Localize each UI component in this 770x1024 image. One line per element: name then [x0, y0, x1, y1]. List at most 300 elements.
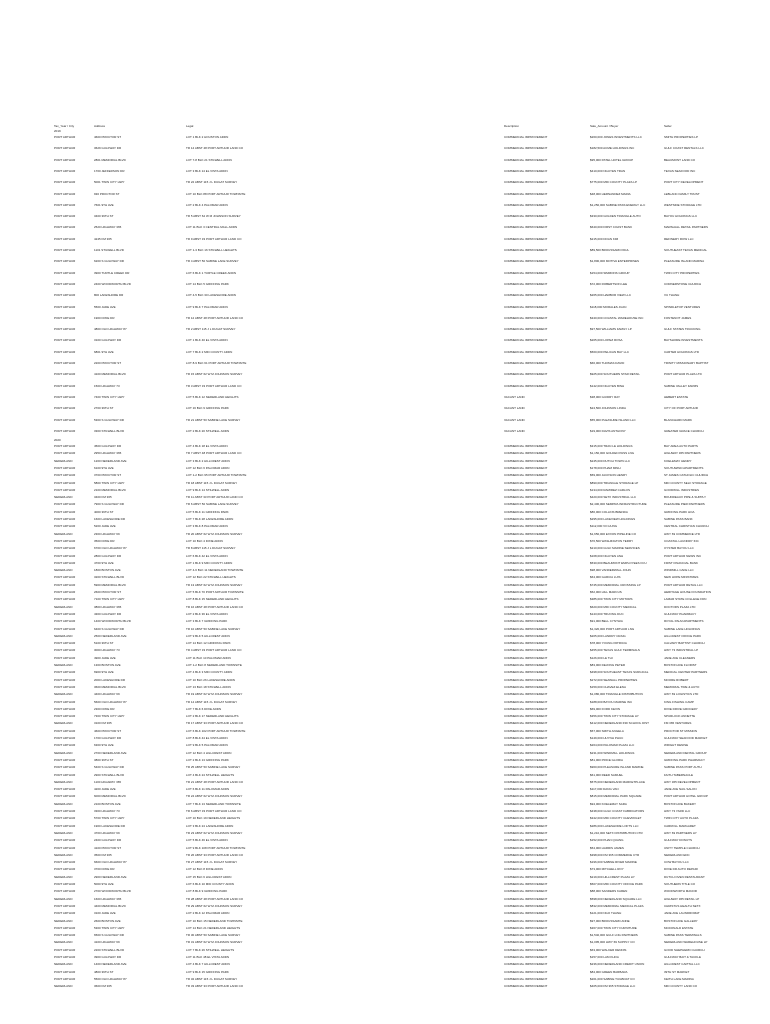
cell-seller: WINDMILL CAFE LLC — [664, 568, 694, 573]
cell-city: PORT ARTHUR — [54, 597, 76, 602]
cell-description: COMMERCIAL IMPROVEMENT — [504, 721, 548, 726]
cell-legal: LOT 3 BLK 14 EL VISTA ADDN — [186, 168, 228, 173]
cell-sale-buyer: $264,000 PALOMAR PLAZA LLC — [590, 743, 635, 748]
cell-seller: SABINE PASS PORT AUTH — [664, 765, 702, 770]
cell-legal: LOT 4 BLK 24 STILWELL HEIGHTS — [186, 772, 235, 777]
cell-sale-buyer: $178,000 PHAM MINH — [590, 465, 621, 470]
cell-seller: MARSHALL RETAIL PARTNERS — [664, 225, 708, 230]
cell-seller: GOODWILL INDUSTRIES — [664, 487, 700, 492]
cell-seller: BOSTON AVE BAKERY — [664, 801, 697, 806]
cell-city: PORT ARTHUR — [54, 168, 76, 173]
cell-sale-buyer: $121,000 NGO THANH — [590, 911, 622, 916]
cell-seller: SOUTHEAST TEXAS MEDICAL — [664, 248, 708, 252]
cell-description: VACANT LAND — [504, 406, 525, 411]
cell-city: PORT ARTHUR — [54, 925, 76, 930]
cell-legal: TR 17 ABST 33 PORT ARTHUR LAND CO — [186, 721, 244, 726]
cell-description: COMMERCIAL IMPROVEMENT — [504, 509, 548, 514]
cell-legal: LOT 12 BLK 6 PALOMAR ADDN — [186, 465, 230, 470]
cell-legal: LOT 6 BLK 1 TURTLE CREEK ADDN — [186, 270, 237, 275]
cell-description: COMMERCIAL IMPROVEMENT — [504, 458, 548, 463]
cell-legal: LOT 4 BLK 18 EL VISTA ADDN — [186, 444, 228, 448]
cell-sale-buyer: $98,000 VANDERWALL JOHN — [590, 568, 631, 573]
cell-description: COMMERCIAL IMPROVEMENT — [504, 969, 548, 974]
table-row — [0, 970, 770, 975]
cell-sale-buyer: $245,000 DUTCH TOWN LLC — [590, 458, 631, 463]
header-seller: Seller — [664, 124, 672, 128]
cell-sale-buyer: $182,500 ACME HOLDINGS INC — [590, 146, 635, 151]
cell-legal: LOT 7 BLK 6 DIXIE ADDN — [186, 706, 222, 711]
cell-seller: DUTCH OVEN RESTAURANT — [664, 874, 705, 879]
cell-seller: NEW HOPE MINISTRIES — [664, 575, 699, 580]
cell-sale-buyer: $236,000 NEDERLAND CREDIT UNION — [590, 962, 645, 967]
cell-seller: MEMORIAL TIRE & AUTO — [664, 684, 700, 689]
cell-legal: LOT 12 BLK 8 DIXIE ADDN — [186, 867, 223, 872]
cell-city: PORT ARTHUR — [54, 225, 76, 230]
cell-description: COMMERCIAL IMPROVEMENT — [504, 553, 548, 558]
cell-legal: LOT 3 BLK 2 HILLCREST ADDN — [186, 458, 230, 463]
cell-seller: OYSTER BAYOU LLC — [664, 546, 694, 551]
cell-sale-buyer: $118,000 MORALES JUAN — [590, 304, 627, 309]
cell-description: COMMERCIAL IMPROVEMENT — [504, 750, 548, 755]
cell-sale-buyer: $1,650,000 EXXON PIPELINE CO — [590, 531, 637, 536]
cell-address: 5800 TWIN CITY HWY — [94, 480, 125, 485]
cell-city: NEDERLAND — [54, 633, 73, 638]
cell-sale-buyer: $94,000 KOELEMAY SARA — [590, 801, 627, 806]
cell-address: 5900 MEMORIAL BLVD — [94, 582, 126, 587]
cell-description: COMMERCIAL IMPROVEMENT — [504, 955, 548, 959]
cell-city: NEDERLAND — [54, 874, 73, 879]
cell-city: PORT ARTHUR — [54, 794, 76, 799]
cell-legal: LOT 11 BLK 10 PALOMAR ADDN — [186, 655, 231, 660]
cell-sale-buyer: $201,000 SABINE TUGBOAT CO — [590, 976, 635, 981]
cell-seller: PORT ARTHUR RETAIL LLC — [664, 582, 703, 587]
cell-city: PORT ARTHUR — [54, 560, 76, 565]
cell-description: COMMERCIAL IMPROVEMENT — [504, 736, 548, 740]
cell-seller: CENTRAL CHRISTIAN CHURCH — [664, 524, 709, 529]
cell-city: PORT ARTHUR — [54, 838, 76, 843]
cell-seller: TRINITY MISSIONARY BAPTIST — [664, 361, 709, 365]
cell-seller: MOORE ROBERT — [664, 677, 689, 682]
table-row — [0, 429, 770, 434]
cell-city: PORT ARTHUR — [54, 677, 76, 682]
cell-legal: TR 6 ABST 50 SABINE LAKE SURVEY — [186, 502, 239, 507]
cell-sale-buyer: $1,150,000 GOLDEN PASS LNG — [590, 451, 635, 456]
cell-address: 5200 JADE AVE — [94, 524, 116, 529]
cell-address: 6200 S GULFWAY DR — [94, 259, 124, 264]
cell-address: 4700 9TH AVE — [94, 560, 114, 565]
cell-description: COMMERCIAL IMPROVEMENT — [504, 191, 548, 196]
cell-seller: JADE AVE CLEANERS — [664, 655, 696, 660]
cell-seller: TWIN CITY AUTO PLAZA — [664, 816, 699, 821]
cell-address: 1700 JEFFERSON DR — [94, 168, 125, 173]
cell-city: PORT ARTHUR — [54, 655, 76, 660]
cell-city: PORT ARTHUR — [54, 428, 76, 433]
cell-description: COMMERCIAL IMPROVEMENT — [504, 568, 548, 573]
cell-address: 5400 S GULFWAY DR — [94, 765, 124, 770]
cell-sale-buyer: $1,080,000 TRIANGLE DISTRIBUTION — [590, 692, 643, 697]
cell-description: COMMERCIAL IMPROVEMENT — [504, 794, 548, 799]
cell-city: PORT ARTHUR — [54, 626, 76, 631]
cell-seller: VU THANH — [664, 293, 680, 298]
cell-sale-buyer: $205,000 LANDRY CRAIG — [590, 633, 626, 638]
cell-description: COMMERCIAL IMPROVEMENT — [504, 765, 548, 770]
cell-legal: TR 6 ABST 33 PORT ARTHUR LAND CO — [186, 809, 242, 813]
cell-address: 2300 HIGHWAY 69 — [94, 531, 120, 536]
table-row — [0, 517, 770, 522]
cell-city: NEDERLAND — [54, 801, 73, 806]
cell-city: PORT ARTHUR — [54, 706, 76, 711]
cell-sale-buyer: $63,000 WALKER DENNIS — [590, 947, 627, 952]
cell-address: 1400 NEDERLAND AVE — [94, 962, 127, 967]
table-row — [0, 384, 770, 389]
cell-city: PORT ARTHUR — [54, 670, 76, 675]
table-row — [0, 926, 770, 931]
cell-address: 4200 JADE AVE — [94, 787, 116, 792]
cell-legal: LOT 7 BLK 2 MID COUNTY ADDN — [186, 349, 233, 354]
cell-address: 6000 MEMORIAL BLVD — [94, 794, 126, 799]
cell-seller: HERITAGE HOUSE FOUNDATION — [664, 590, 712, 594]
table-row — [0, 627, 770, 632]
table-row — [0, 765, 770, 770]
table-row — [0, 282, 770, 287]
table-row — [0, 180, 770, 185]
cell-seller: GULFWAY BAIT & TACKLE — [664, 955, 701, 959]
cell-city: PORT ARTHUR — [54, 611, 76, 616]
cell-sale-buyer: $86,000 COLLINS BRENDA — [590, 509, 628, 514]
cell-description: COMMERCIAL IMPROVEMENT — [504, 619, 548, 624]
table-row — [0, 495, 770, 500]
cell-sale-buyer: $157,000 LAM KHOA — [590, 955, 619, 959]
cell-seller: SMITH PROPERTIES LP — [664, 135, 698, 139]
table-row — [0, 838, 770, 843]
table-row — [0, 418, 770, 423]
cell-legal: LOT 3 BLK 24 LAKESHORE ADDN — [186, 823, 234, 828]
cell-address: 2200 STILWELL BLVD — [94, 947, 125, 952]
cell-city: PORT ARTHUR — [54, 146, 76, 151]
cell-seller: HWY 69 PARTNERS LP — [664, 830, 697, 835]
cell-legal: LOT 7 BLK 28 LAKESHORE ADDN — [186, 517, 234, 521]
cell-legal: LOT 7 BLK 26 STILWELL HEIGHTS — [186, 947, 235, 952]
cell-legal: LOT 5 BLK 46 EL VISTA ADDN — [186, 838, 228, 843]
cell-description: COMMERCIAL IMPROVEMENT — [504, 933, 548, 938]
cell-description: COMMERCIAL IMPROVEMENT — [504, 816, 548, 821]
cell-city: NEDERLAND — [54, 721, 73, 726]
cell-description: VACANT LAND — [504, 394, 525, 399]
cell-description: COMMERCIAL IMPROVEMENT — [504, 604, 548, 609]
cell-sale-buyer: $356,000 TWIN CITY STORAGE LP — [590, 714, 639, 719]
cell-seller: NEDERLAND DENTAL GROUP — [664, 750, 707, 755]
table-row — [0, 875, 770, 880]
cell-legal: TR 7 ABST 48 PORT ARTHUR LAND CO — [186, 451, 242, 456]
cell-legal: TR 29 ABST 62 W M JOHNSON SURVEY — [186, 903, 243, 908]
cell-sale-buyer: $95,000 PATEL HOTEL GROUP — [590, 157, 634, 162]
cell-sale-buyer: $91,000 BELL CYNTHIA — [590, 619, 623, 624]
cell-city: PORT ARTHUR — [54, 517, 76, 521]
cell-address: 2950 HIGHWAY 365 — [94, 451, 122, 456]
cell-sale-buyer: $1,800,000 MOTIVA ENTERPRISES — [590, 259, 639, 264]
table-row — [0, 933, 770, 938]
table-row — [0, 488, 770, 493]
table-row — [0, 685, 770, 690]
cell-legal: TR 19 ABST 62 W M JOHNSON SURVEY — [186, 692, 243, 697]
cell-legal: LOT 4 BLK 7 HILLCREST ADDN — [186, 962, 230, 967]
table-row — [0, 743, 770, 748]
cell-address: 3000 HIGHWAY 73 — [94, 648, 120, 653]
cell-legal: TR 32 ABST 115 J L DUGAT SURVEY — [186, 976, 238, 981]
table-row — [0, 203, 770, 208]
cell-address: 4300 GULFWAY DR — [94, 611, 122, 616]
cell-address: 7601 9TH AVE — [94, 202, 114, 207]
cell-city: PORT ARTHUR — [54, 349, 76, 354]
cell-city: PORT ARTHUR — [54, 502, 76, 507]
cell-legal: TR 4 ABST 33 PORT ARTHUR LAND CO — [186, 648, 242, 653]
cell-seller: MCDONALD ESTATE — [664, 925, 694, 930]
cell-description: COMMERCIAL IMPROVEMENT — [504, 779, 548, 784]
cell-description: COMMERCIAL IMPROVEMENT — [504, 531, 548, 536]
cell-seller: GULFWAY PHARMACY — [664, 611, 697, 616]
table-row — [0, 135, 770, 140]
cell-legal: LOT 2 BLK 17 NEDERLAND HEIGHTS — [186, 714, 239, 719]
cell-seller: NEDERLAND WAREHOUSE LP — [664, 940, 708, 945]
cell-address: 3629 GULFWAY DR — [94, 146, 122, 151]
cell-seller: CORNERSTONE CHURCH — [664, 281, 702, 286]
cell-legal: LOT 9 BLK 7 PALOMAR ADDN — [186, 304, 228, 309]
table-row — [0, 612, 770, 617]
cell-address: 2800 GULFWAY DR — [94, 553, 122, 558]
cell-address: 3500 DIXIE DR — [94, 538, 115, 543]
cell-description: COMMERCIAL IMPROVEMENT — [504, 757, 548, 762]
cell-city: PORT ARTHUR — [54, 417, 76, 422]
cell-city: NEDERLAND — [54, 779, 73, 784]
cell-seller: ST JAMES CATHOLIC CHURCH — [664, 473, 709, 478]
cell-legal: LOT 10 BLK 4 DIXIE ADDN — [186, 538, 223, 543]
cell-legal: LOT 14 BLK 21 NEDERLAND HEIGHTS — [186, 925, 241, 930]
cell-city: NEDERLAND — [54, 692, 73, 697]
table-row — [0, 237, 770, 242]
table-row — [0, 889, 770, 894]
table-row — [0, 700, 770, 705]
cell-sale-buyer: $385,000 TWIN CITY MOTORS — [590, 597, 633, 602]
cell-description: COMMERCIAL IMPROVEMENT — [504, 823, 548, 828]
cell-sale-buyer: $143,000 TRUONG DUC — [590, 611, 624, 616]
cell-legal: LOT 10 BLK 26 LAKESHORE ADDN — [186, 677, 235, 682]
cell-seller: FAITH TABERNACLE — [664, 772, 694, 777]
cell-legal: LOT 7 BLK 13 NEDERLAND TOWNSITE — [186, 801, 241, 806]
cell-seller: MEDICAL CENTER PARTNERS — [664, 670, 708, 675]
cell-seller: BOSTON AVE GALLERY — [664, 918, 698, 923]
cell-legal: TR 30 ABST 50 SABINE LAKE SURVEY — [186, 933, 241, 938]
cell-legal: LOT 2 BLK 20 STILWELL ADDN — [186, 428, 230, 433]
cell-city: PORT ARTHUR — [54, 487, 76, 492]
cell-legal: TR 27 ABST 115 J L DUGAT SURVEY — [186, 860, 238, 865]
cell-legal: LOT 10 BLK 88 PORT ARTHUR TOWNSITE — [186, 191, 246, 196]
cell-seller: HILLCREST OFFICE PARK — [664, 633, 702, 638]
cell-address: 3600 FM 365 — [94, 984, 112, 989]
cell-description: VACANT LAND — [504, 428, 525, 433]
cell-seller: CITY OF PORT ARTHUR — [664, 406, 698, 411]
cell-description: COMMERCIAL IMPROVEMENT — [504, 911, 548, 916]
cell-legal: LOT 1 BLK 40 EL VISTA ADDN — [186, 338, 228, 343]
cell-seller: GRIFFING PARK HOA — [664, 509, 695, 514]
cell-sale-buyer: $367,000 TWIN CITY FURNITURE — [590, 925, 637, 930]
cell-city: PORT ARTHUR — [54, 933, 76, 938]
cell-city: PORT ARTHUR — [54, 728, 76, 733]
cell-sale-buyer: $149,000 HUYNH PHUC — [590, 736, 624, 740]
cell-address: 5100 39TH ST — [94, 641, 114, 646]
cell-seller: DIXIE DRIVE GROCERY — [664, 706, 698, 711]
cell-address: 5001 TWIN CITY HWY — [94, 180, 125, 185]
cell-legal: TR 14 ABST 48 PORT ARTHUR LAND CO — [186, 146, 244, 151]
cell-seller: REFINERY ROW LLC — [664, 236, 694, 241]
cell-address: 1101 STILWELL BLVD — [94, 248, 124, 252]
table-row — [0, 831, 770, 836]
cell-description: COMMERCIAL IMPROVEMENT — [504, 327, 548, 332]
table-row — [0, 977, 770, 982]
cell-city: PORT ARTHUR — [54, 473, 76, 478]
cell-seller: TWIN CITY PROPERTIES — [664, 270, 700, 275]
cell-address: 800 LAKESHORE DR — [94, 293, 124, 298]
cell-sale-buyer: $24,500 JOHNSON LINDA — [590, 406, 627, 411]
cell-address: 1900 DIXIE DR — [94, 315, 115, 320]
cell-seller: HILLCREST CAPITAL LLC — [664, 962, 700, 967]
cell-legal: TR 16 ABST 48 PORT ARTHUR LAND CO — [186, 604, 244, 609]
cell-description: COMMERCIAL IMPROVEMENT — [504, 304, 548, 309]
cell-address: 5700 TWIN CITY HWY — [94, 816, 125, 821]
cell-sale-buyer: $455,000 TEXAS GULF TERMINALS — [590, 648, 640, 653]
cell-legal: LOT 4 BLK 3 MID COUNTY ADDN — [186, 670, 233, 675]
table-row — [0, 305, 770, 310]
table-row — [0, 293, 770, 298]
cell-address: 1500 HIGHWAY 73 — [94, 383, 120, 388]
cell-description: COMMERCIAL IMPROVEMENT — [504, 214, 548, 219]
table-row — [0, 955, 770, 960]
cell-legal: TR 20 ABST 62 W M JOHNSON SURVEY — [186, 531, 243, 536]
cell-address: 5000 9TH AVE — [94, 882, 114, 886]
cell-sale-buyer: $498,000 SOUTHEAST TEXAS SURGICAL — [590, 670, 649, 675]
cell-sale-buyer: $188,000 BAYOU MARINE INC — [590, 699, 633, 704]
cell-address: 4700 HIGHWAY 69 — [94, 830, 120, 835]
cell-seller: 39TH ST MARKET — [664, 969, 690, 974]
cell-description: COMMERCIAL IMPROVEMENT — [504, 626, 548, 631]
cell-description: COMMERCIAL IMPROVEMENT — [504, 248, 548, 252]
cell-sale-buyer: $272,000 SEAWALL PROPERTIES — [590, 677, 638, 682]
cell-seller: SPURLOCK ANNETTE — [664, 714, 696, 719]
cell-sale-buyer: $815,000 MEMORIAL PARK SQUARE — [590, 794, 642, 799]
cell-city: PORT ARTHUR — [54, 248, 76, 252]
cell-address: 5500 JADE AVE — [94, 304, 116, 309]
cell-seller: CARTER HOLDINGS LTD — [664, 349, 700, 354]
cell-seller: PORT ARTHUR NEWS INC — [664, 553, 702, 558]
cell-description: COMMERCIAL IMPROVEMENT — [504, 372, 548, 377]
cell-city: PORT ARTHUR — [54, 955, 76, 959]
cell-city: PORT ARTHUR — [54, 394, 76, 399]
cell-seller: CHRISTUS HEALTH SETX — [664, 903, 701, 908]
cell-city: NEDERLAND — [54, 984, 73, 989]
table-row — [0, 539, 770, 544]
cell-sale-buyer: $405,000 FM 365 STORAGE LLC — [590, 984, 636, 989]
cell-seller: FONTENOT JAMES — [664, 315, 692, 320]
cell-address: 2520 HIGHWAY 365 — [94, 225, 122, 230]
cell-legal: TR 10 ABST 50 SABINE LAKE SURVEY — [186, 626, 241, 631]
cell-description: COMMERCIAL IMPROVEMENT — [504, 611, 548, 616]
cell-address: 7300 TWIN CITY HWY — [94, 714, 125, 719]
cell-description: COMMERCIAL IMPROVEMENT — [504, 480, 548, 485]
cell-seller: HWY 69 LOGISTICS LTD — [664, 692, 699, 697]
cell-address: 4400 MEMORIAL BLVD — [94, 903, 126, 908]
table-row — [0, 158, 770, 163]
cell-description: COMMERCIAL IMPROVEMENT — [504, 590, 548, 594]
cell-sale-buyer: $64,000 GARCIA LUIS — [590, 575, 621, 580]
cell-legal: LOT 1-2 BLK 95 PORT ARTHUR TOWNSITE — [186, 473, 247, 478]
cell-sale-buyer: $66,000 THOMAS DAVID — [590, 361, 625, 365]
cell-city: PORT ARTHUR — [54, 969, 76, 974]
cell-city: PORT ARTHUR — [54, 546, 76, 551]
cell-sale-buyer: $575,000 NEDERLAND MARKETPLACE — [590, 779, 646, 784]
table-row — [0, 641, 770, 646]
cell-city: NEDERLAND — [54, 604, 73, 609]
cell-legal: TR 8 ABST 115 J L DUGAT SURVEY — [186, 546, 236, 551]
table-row — [0, 395, 770, 400]
cell-city: PORT ARTHUR — [54, 304, 76, 309]
cell-description: COMMERCIAL IMPROVEMENT — [504, 560, 548, 565]
table-row — [0, 575, 770, 580]
cell-description: COMMERCIAL IMPROVEMENT — [504, 809, 548, 813]
cell-address: 2400 WOODWORTH BLVD — [94, 281, 131, 286]
cell-seller: CALVARY BAPTIST CHURCH — [664, 641, 705, 646]
table-row — [0, 904, 770, 909]
cell-address: 3500 FM 365 — [94, 852, 112, 857]
cell-address: 3600 MEMORIAL BLVD — [94, 684, 126, 689]
cell-legal: LOT 6 BLK 102 PORT ARTHUR TOWNSITE — [186, 728, 246, 733]
cell-description: COMMERCIAL IMPROVEMENT — [504, 743, 548, 748]
cell-sale-buyer: $19,000 DAVIS ANTHONY — [590, 428, 626, 433]
cell-address: 6900 9TH AVE — [94, 670, 114, 675]
cell-city: PORT ARTHUR — [54, 757, 76, 762]
cell-description: COMMERCIAL IMPROVEMENT — [504, 270, 548, 275]
cell-address: 7400 TWIN CITY HWY — [94, 394, 125, 399]
cell-sale-buyer: $295,000 LAKEVIEW HOLDINGS — [590, 517, 636, 521]
table-row — [0, 568, 770, 573]
table-row — [0, 225, 770, 230]
table-row — [0, 663, 770, 668]
cell-sale-buyer: $196,000 SABINE RIVER MARINE — [590, 860, 637, 865]
cell-city: NEDERLAND — [54, 962, 73, 967]
cell-address: 1600 LAKESHORE DR — [94, 517, 126, 521]
cell-city: PORT ARTHUR — [54, 641, 76, 646]
cell-city: NEDERLAND — [54, 568, 73, 573]
cell-legal: LOT 11 BLK 48 EL VISTA ADDN — [186, 955, 230, 959]
cell-seller: GULFWAY DONUTS — [664, 838, 692, 843]
cell-address: 3100 FM 365 — [94, 721, 112, 726]
cell-description: COMMERCIAL IMPROVEMENT — [504, 728, 548, 733]
cell-sale-buyer: $61,000 REED SAMUEL — [590, 772, 624, 777]
cell-legal: LOT 3 BLK 7 GRIFFING PARK — [186, 619, 228, 624]
cell-seller: FIRST FINANCIAL BANK — [664, 560, 699, 565]
cell-city: PORT ARTHUR — [54, 180, 76, 185]
cell-description: COMMERCIAL IMPROVEMENT — [504, 473, 548, 478]
cell-seller: BAYOU HOLDINGS LLC — [664, 214, 698, 219]
cell-legal: LOT 5 BLK 11 GRIFFING PARK — [186, 509, 229, 514]
cell-address: 2200 PROCTOR ST — [94, 361, 122, 365]
cell-address: 6400 S GULFWAY DR — [94, 626, 124, 631]
cell-description: COMMERCIAL IMPROVEMENT — [504, 444, 548, 448]
cell-seller: GOOD SHEPHERD CHURCH — [664, 947, 705, 952]
cell-city: PORT ARTHUR — [54, 270, 76, 275]
table-row — [0, 729, 770, 734]
cell-city: PORT ARTHUR — [54, 465, 76, 470]
cell-description: COMMERCIAL IMPROVEMENT — [504, 315, 548, 320]
cell-seller: BEAUMONT LAND CO — [664, 157, 696, 162]
